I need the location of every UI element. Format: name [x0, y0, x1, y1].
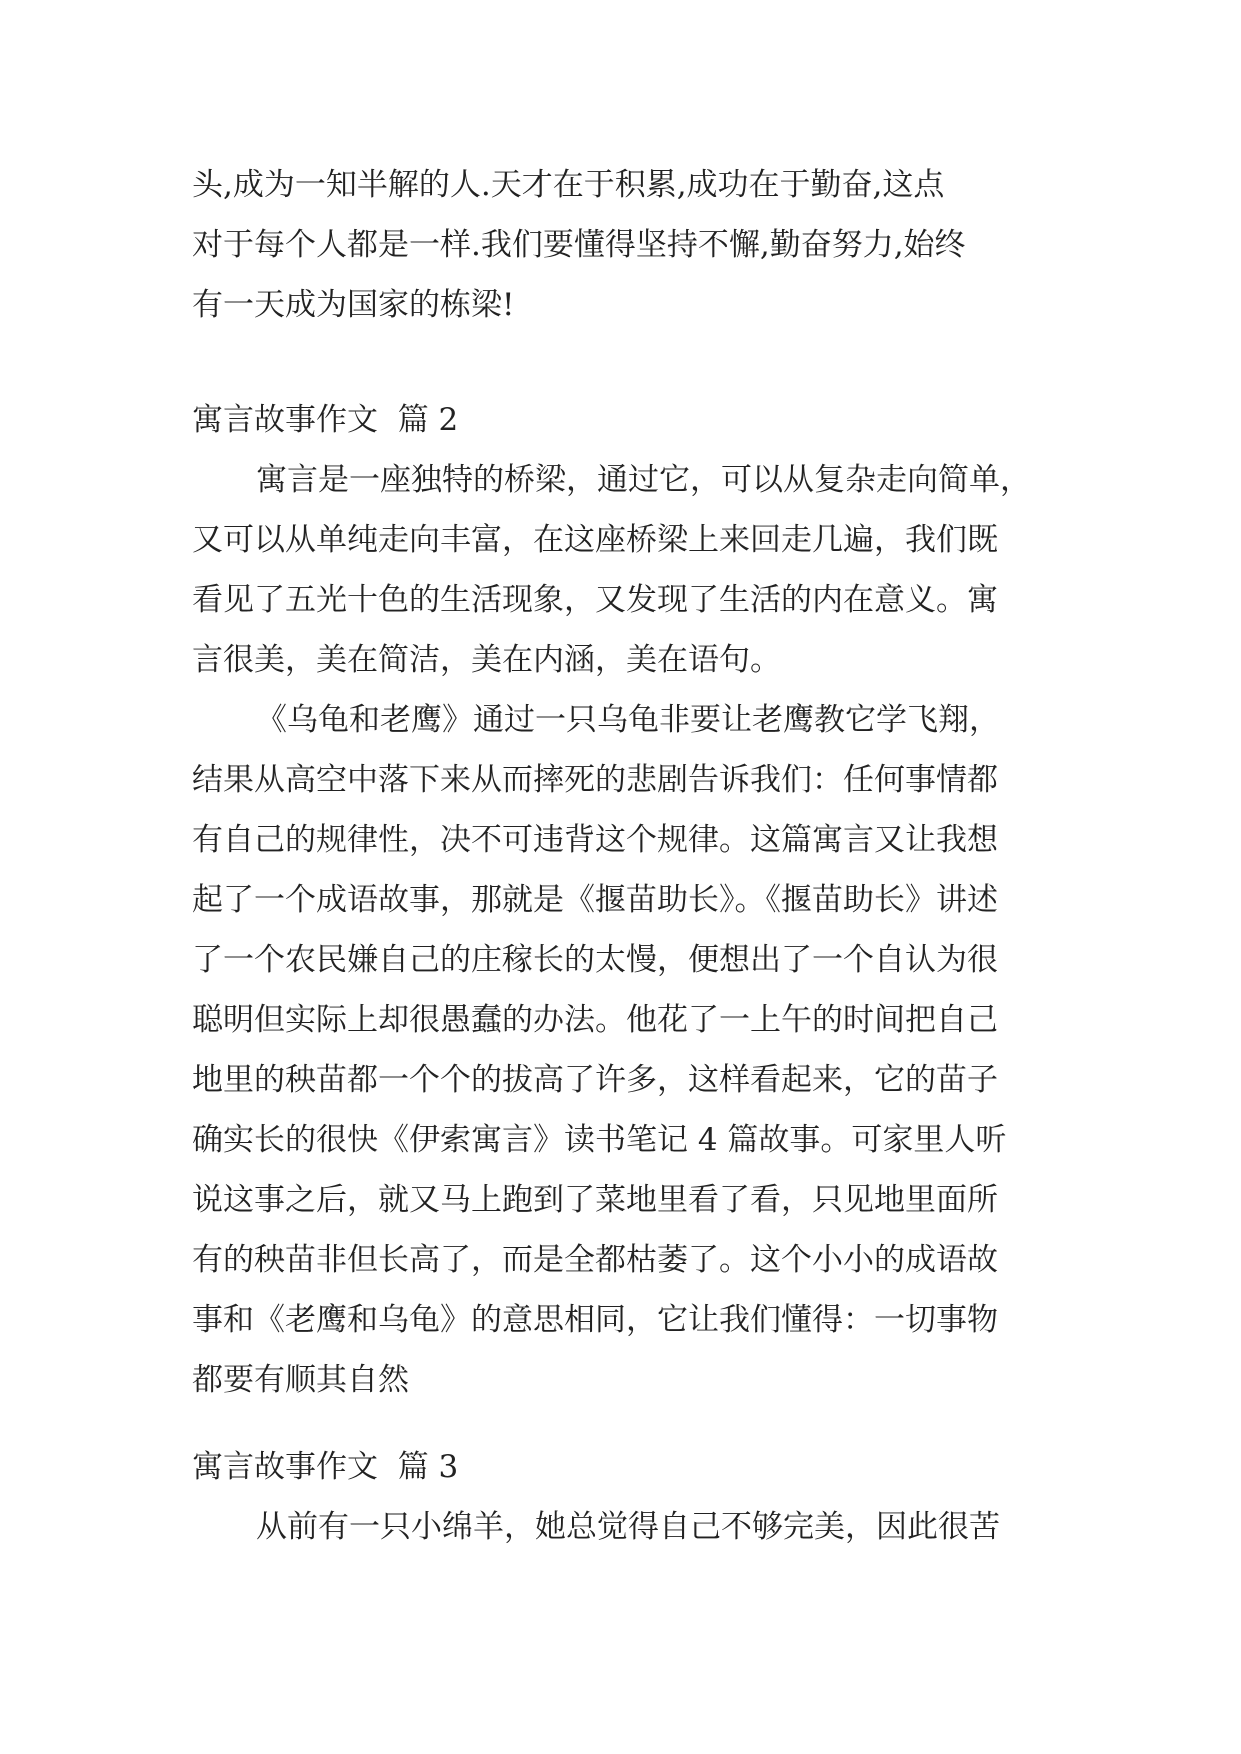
section-2-body [192, 450, 1054, 1410]
text-line: 看见了五光十色的生活现象，又发现了生活的内在意义。寓 [192, 582, 998, 618]
text-line: 都要有顺其自然 [192, 1362, 409, 1398]
text-line: 起了一个成语故事，那就是《揠苗助长》。《揠苗助长》讲述 [192, 882, 998, 918]
section-3-body [192, 1497, 1054, 1557]
text-line: 言很美，美在简洁，美在内涵，美在语句。 [192, 642, 781, 678]
text-line: 有一天成为国家的栋梁! [192, 287, 515, 323]
text-line: 了一个农民嫌自己的庄稼长的太慢，便想出了一个自认为很 [192, 942, 998, 978]
text-line: 事和《老鹰和乌龟》的意思相同，它让我们懂得：一切事物 [192, 1302, 998, 1338]
text-line: 有的秧苗非但长高了，而是全都枯萎了。这个小小的成语故 [192, 1242, 998, 1278]
text-line: 头,成为一知半解的人.天才在于积累,成功在于勤奋,这点 [192, 167, 945, 203]
text-line: 寓言是一座独特的桥梁，通过它，可以从复杂走向简单， [256, 462, 1031, 498]
section-heading [192, 1437, 1054, 1497]
text-line: 对于每个人都是一样.我们要懂得坚持不懈,勤奋努力,始终 [192, 227, 966, 263]
text-line: 又可以从单纯走向丰富，在这座桥梁上来回走几遍，我们既 [192, 522, 998, 558]
section-2-heading: 寓言故事作文 篇 2 [192, 402, 459, 438]
text-line: 有自己的规律性，决不可违背这个规律。这篇寓言又让我想 [192, 822, 998, 858]
continuation-paragraph [192, 155, 1054, 335]
text-line: 地里的秧苗都一个个的拔高了许多，这样看起来，它的苗子 [192, 1062, 998, 1098]
section-heading [192, 390, 1054, 450]
section-3-heading: 寓言故事作文 篇 3 [192, 1449, 459, 1485]
text-line: 说这事之后，就又马上跑到了菜地里看了看，只见地里面所 [192, 1182, 998, 1218]
text-line: 聪明但实际上却很愚蠢的办法。他花了一上午的时间把自己 [192, 1002, 998, 1038]
text-line: 结果从高空中落下来从而摔死的悲剧告诉我们：任何事情都 [192, 762, 998, 798]
text-line: 从前有一只小绵羊，她总觉得自己不够完美，因此很苦 [256, 1509, 1000, 1545]
text-line: 确实长的很快《伊索寓言》读书笔记 4 篇故事。可家里人听 [192, 1122, 1007, 1158]
text-line: 《乌龟和老鹰》通过一只乌龟非要让老鹰教它学飞翔， [256, 702, 1000, 738]
